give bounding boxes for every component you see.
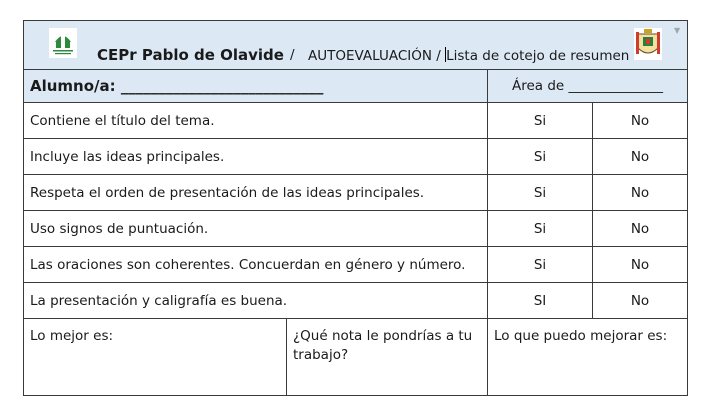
criterion-row [24,283,688,319]
criterion-text: Uso signos de puntuación. [24,211,488,247]
option-no[interactable]: No [593,247,688,283]
alumno-field[interactable]: Alumno/a: ___________________________ [24,70,488,103]
checklist-table [23,20,688,396]
school-crest-logo [634,28,662,60]
criterion-text: Las oraciones son coherentes. Concuerdan en género y número. [24,247,488,283]
resize-handle-icon[interactable]: ▼ [674,26,681,35]
best-aspect-field[interactable]: Lo mejor es: [24,319,287,396]
option-yes[interactable]: Si [488,139,593,175]
criterion-text: Respeta el orden de presentación de las ideas principales. [24,175,488,211]
grade-field[interactable]: ¿Qué nota le pondrías a tu trabajo? [287,319,488,396]
option-yes[interactable]: Si [488,175,593,211]
option-no[interactable]: No [593,103,688,139]
subtitle-prefix: AUTOEVALUACIÓN / [308,48,446,64]
criterion-row [24,175,688,211]
option-no[interactable]: No [593,139,688,175]
school-name: CEPr Pablo de Olavide [97,46,284,64]
option-yes[interactable]: Si [488,247,593,283]
option-no[interactable]: No [593,175,688,211]
criterion-row [24,211,688,247]
area-field[interactable]: Área de ______________ [488,70,688,103]
option-no[interactable]: No [593,283,688,319]
option-yes[interactable]: SI [488,283,593,319]
title-separator: / [290,47,295,63]
title-banner [24,21,688,70]
subtitle-rest: Lista de cotejo de resumen [446,48,630,64]
option-yes[interactable]: Si [488,211,593,247]
criterion-row [24,103,688,139]
checklist-sheet [23,20,687,396]
improvement-field[interactable]: Lo que puedo mejorar es: [488,319,688,396]
option-no[interactable]: No [593,211,688,247]
junta-de-andalucia-logo [49,28,77,58]
criterion-row [24,139,688,175]
document-subtitle[interactable] [308,47,629,64]
criterion-row [24,247,688,283]
option-yes[interactable]: Si [488,103,593,139]
criterion-text: Incluye las ideas principales. [24,139,488,175]
criterion-text: La presentación y caligrafía es buena. [24,283,488,319]
criterion-text: Contiene el título del tema. [24,103,488,139]
